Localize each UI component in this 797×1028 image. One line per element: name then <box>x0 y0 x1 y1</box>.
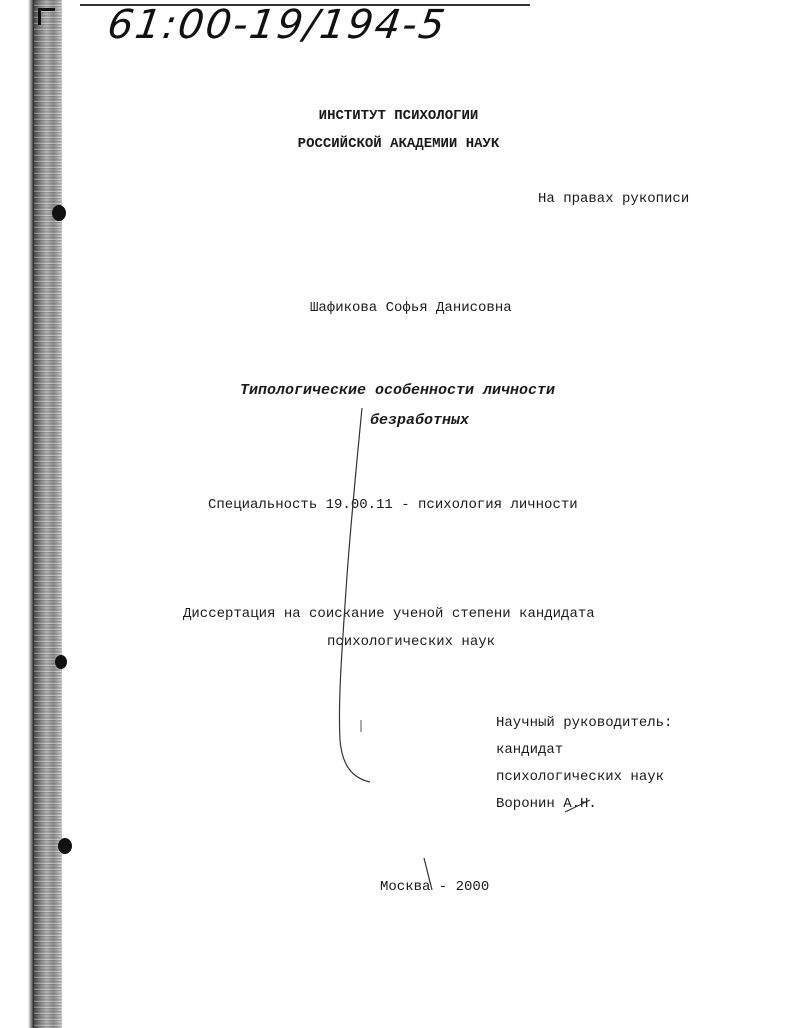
supervisor-degree: кандидат <box>496 742 564 758</box>
institute-name-line1: ИНСТИТУТ ПСИХОЛОГИИ <box>318 108 479 124</box>
archive-code: 61:00-19/194-5 <box>104 2 450 48</box>
degree-line1: Диссертация на соискание ученой степени кандидата <box>183 606 595 622</box>
pencil-strike <box>565 800 590 812</box>
rights-note: На правах рукописи <box>538 191 690 207</box>
pencil-curve <box>339 408 370 782</box>
supervisor-label: Научный руководитель: <box>496 715 673 731</box>
author-name: Шафикова Софья Данисовна <box>310 300 512 316</box>
specialty: Специальность 19.00.11 - психология личности <box>208 497 578 513</box>
supervisor-name: Воронин А.Н. <box>496 796 597 812</box>
dissertation-title-line1: Типологические особенности личности <box>240 382 556 399</box>
city-year: Москва - 2000 <box>380 879 490 895</box>
institute-name-line2: РОССИЙСКОЙ АКАДЕМИИ НАУК <box>297 136 500 152</box>
degree-line2: психологических наук <box>327 634 496 650</box>
pencil-tick <box>424 858 432 890</box>
supervisor-field: психологических наук <box>496 769 665 785</box>
dissertation-title-line2: безработных <box>370 412 470 429</box>
